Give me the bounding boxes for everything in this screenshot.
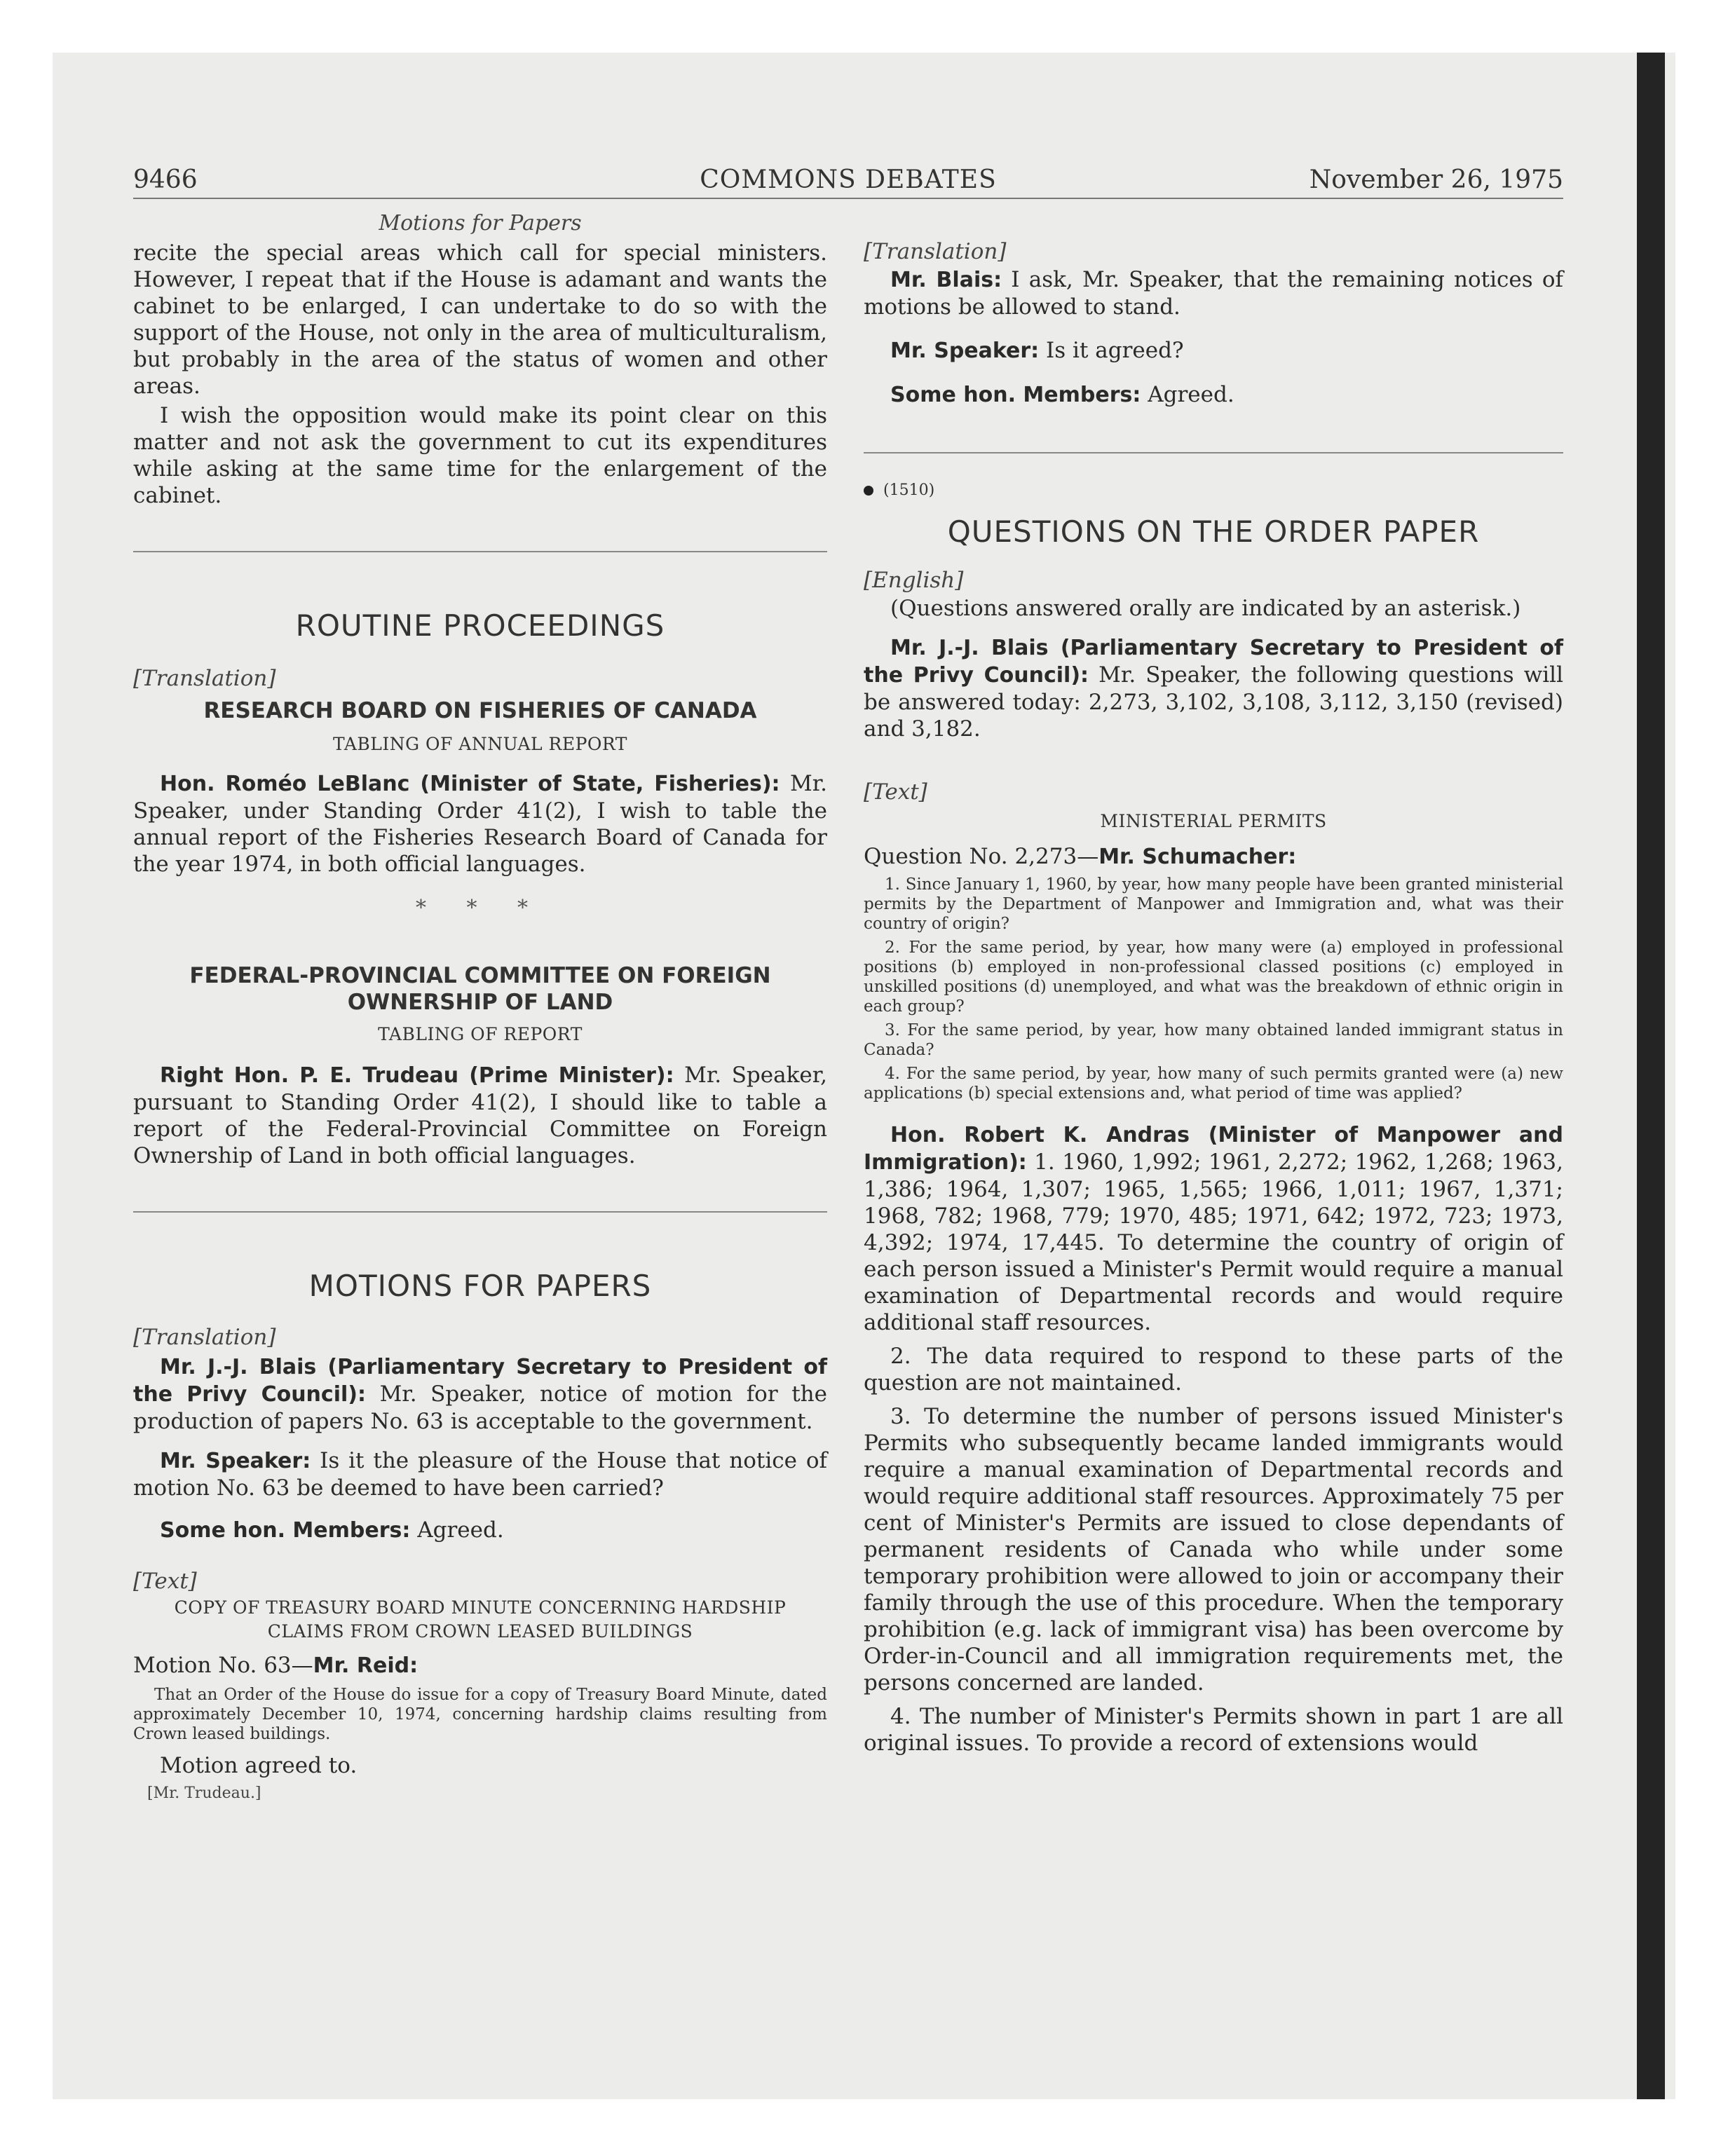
speech-text: Mr. Speaker, pursuant to Standing Order 41(2), I should like to table a report of the Federal-Provincial Committee on Foreign Ownership of Land in both official languages. [133,1063,828,1168]
speaker-name: Right Hon. P. E. Trudeau (Prime Minister): [160,1063,674,1088]
right-column [864,210,1563,1756]
speech [133,1447,827,1501]
speech [864,337,1563,364]
speaker-name: Mr. Reid: [313,1653,419,1678]
speech-text: Agreed. [417,1517,504,1543]
speech-text: Is it the pleasure of the House that notice of motion No. 63 be deemed to have been carried? [133,1448,827,1501]
question-item: 4. For the same period, by year, how many of such permits granted were (a) new applications (b) special extensions and, what period of time was applied? [864,1065,1563,1103]
language-tag: [Text] [864,779,927,805]
scan-edge [1637,53,1665,2099]
speech-text: I ask, Mr. Speaker, that the remaining notices of motions be allowed to stand. [864,267,1563,320]
page-number: 9466 [133,165,198,194]
speech [864,634,1563,742]
speech [133,1062,827,1169]
speaker-name: Hon. Robert K. Andras (Minister of Manpower and Immigration): [864,1123,1563,1175]
question-item: 2. For the same period, by year, how many were (a) employed in professional positions (b) employed in non-professional classed positions (c) employed in unskilled positions (d) unemployed, and what was the breakdown of ethnic origin in each group? [864,939,1563,1016]
section-heading: MOTIONS FOR PAPERS [308,1269,652,1303]
question-item: 3. For the same period, by year, how many obtained landed immigrant status in Canada? [864,1021,1563,1059]
speech-text: Mr. Speaker, notice of motion for the production of papers No. 63 is acceptable to the government. [133,1381,827,1434]
speech [133,1517,827,1544]
publication-title: COMMONS DEBATES [700,165,997,194]
speech [864,266,1563,320]
speaker-name: Mr. J.-J. Blais (Parliamentary Secretary to President of the Privy Council): [133,1355,827,1407]
language-tag: [Translation] [133,1325,276,1350]
page-footer-note: [Mr. Trudeau.] [147,1785,261,1802]
speech [133,770,827,878]
answer-paragraph: 4. The number of Minister's Permits shown in part 1 are all original issues. To provide a record of extensions would [864,1704,1563,1756]
speaker-name: Mr. Speaker: [160,1449,311,1473]
speech [864,381,1563,409]
section-heading: ROUTINE PROCEEDINGS [295,608,665,643]
section-divider [864,452,1563,453]
paragraph: recite the special areas which call for special ministers. However, I repeat that if the House is adamant and wants the cabinet to be enlarged, I can undertake to do so with the support of the House, not only in the area of multiculturalism, but probably in the area of the status of women and other areas. [133,240,827,399]
speech-text: Agreed. [1148,382,1234,407]
speech-text: Mr. Speaker, under Standing Order 41(2), I wish to table the annual report of the Fisheries Research Board of Canada for the year 1974, in both official languages. [133,771,827,877]
language-tag: [English] [864,568,964,593]
running-head: Motions for Papers [379,211,582,236]
language-tag: [Translation] [133,666,276,691]
subsection-heading: RESEARCH BOARD ON FISHERIES OF CANADA [203,698,757,723]
publication-date: November 26, 1975 [1309,165,1563,194]
subsection-heading: FEDERAL-PROVINCIAL COMMITTEE ON FOREIGN OWNERSHIP OF LAND [189,963,771,1015]
section-divider [133,551,827,552]
speaker-name: Some hon. Members: [890,383,1141,407]
speaker-name: Some hon. Members: [160,1518,411,1543]
bullet-icon [864,486,873,496]
answer-paragraph: 3. To determine the number of persons issued Minister's Permits who subsequently became landed immigrants would require a manual examination of Departmental records and would require additional staff resources. Approximately 75 per cent of Minister's Permits are issued to close dependants of permanent residents of Canada who while under some temporary prohibition were allowed to join or accompany their family through the use of this procedure. When the temporary prohibition (e.g. lack of immigrant visa) has been overcome by Order-in-Council and all immigration requirements met, the persons concerned are landed. [864,1404,1563,1696]
motion-text: That an Order of the House do issue for a copy of Treasury Board Minute, dated approximately December 10, 1974, concerning hardship claims resulting from Crown leased buildings. [133,1686,827,1743]
answer-paragraph: 2. The data required to respond to these parts of the question are not maintained. [864,1344,1563,1396]
speaker-name: Mr. J.-J. Blais (Parliamentary Secretary to President of the Privy Council): [864,636,1563,688]
speech-text: Mr. Speaker, the following questions will be answered today: 2,273, 3,102, 3,108, 3,112, 3,150 (revised) and 3,182. [864,662,1563,742]
speaker-name: Mr. Speaker: [890,339,1040,363]
question-item: 1. Since January 1, 1960, by year, how many people have been granted ministerial permits by the Department of Manpower and Immigration and, what was their country of origin? [864,875,1563,933]
page-header [133,163,1563,199]
speaker-name: Hon. Roméo LeBlanc (Minister of State, Fisheries): [160,772,780,796]
section-heading: QUESTIONS ON THE ORDER PAPER [947,514,1480,549]
paragraph: (Questions answered orally are indicated by an asterisk.) [890,596,1521,621]
speaker-name: Mr. Blais: [890,268,1002,292]
language-tag: [Translation] [864,239,1007,264]
speech [133,1353,827,1435]
speech [864,1121,1563,1336]
subheading: COPY OF TREASURY BOARD MINUTE CONCERNING HARDSHIP CLAIMS FROM CROWN LEASED BUILDINGS [174,1597,787,1642]
subheading: MINISTERIAL PERMITS [1100,811,1327,831]
paragraph: I wish the opposition would make its point clear on this matter and not ask the government to cut its expenditures while asking at the same time for the enlargement of the cabinet. [133,403,827,508]
time-marker: (1510) [864,482,1563,499]
motion-number: Motion No. 63—Mr. Reid: [133,1653,419,1678]
speaker-name: Mr. Schumacher: [1098,845,1297,869]
subheading: TABLING OF ANNUAL REPORT [333,734,627,754]
question-number: Question No. 2,273—Mr. Schumacher: [864,844,1297,869]
motion-result: Motion agreed to. [160,1753,358,1778]
speech-text: 1. 1960, 1,992; 1961, 2,272; 1962, 1,268; 1963, 1,386; 1964, 1,307; 1965, 1,565; 1966, 1,011; 1967, 1,371; 1968, 782; 1968, 779; 1970, 485; 1971, 642; 1972, 723; 1973, 4,392; 1974, 17,445. To determine the country of origin of each person issued a Minister's Permit would require a manual examination of Departmental records and would require additional staff resources. [864,1149,1563,1335]
section-divider [133,1211,827,1213]
speech-text: Is it agreed? [1046,338,1184,363]
language-tag: [Text] [133,1569,197,1594]
left-column [133,210,827,1802]
subheading: TABLING OF REPORT [378,1024,583,1044]
separator-stars: * * * [415,896,545,920]
